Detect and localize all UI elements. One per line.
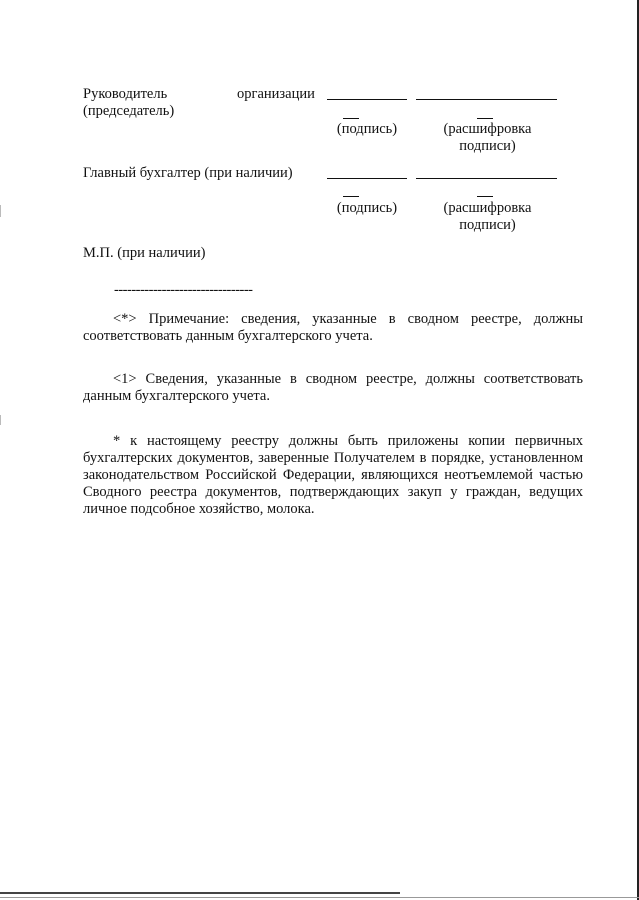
chief-decode-line <box>416 178 557 179</box>
head-signature-line <box>327 99 407 100</box>
chief-signature-caption: (подпись) <box>336 200 398 216</box>
note-star: <*> Примечание: сведения, указанные в сводном реестре, должны соответствовать данным бухгалтерского учета. <box>83 311 583 344</box>
head-label: Руководитель <box>83 86 168 102</box>
scan-mark-left-1 <box>0 205 1 217</box>
scan-mark-left-2 <box>0 415 1 425</box>
head-decode-caption: (расшифровка <box>443 121 532 137</box>
chief-accountant-label: Главный бухгалтер (при наличии) <box>83 165 293 181</box>
stamp-place-label: М.П. (при наличии) <box>83 245 206 261</box>
chief-decode-tick <box>477 196 493 197</box>
head-label-chairman: (председатель) <box>83 103 175 119</box>
head-signature-tick <box>343 118 359 119</box>
head-signature-caption: (подпись) <box>336 121 398 137</box>
chief-decode-caption-2: подписи) <box>459 217 516 233</box>
note-1: <1> Сведения, указанные в сводном реестре, должны соответствовать данным бухгалтерского учета. <box>83 371 583 404</box>
chief-decode-caption: (расшифровка <box>443 200 532 216</box>
note-asterisk: * к настоящему реестру должны быть приложены копии первичных бухгалтерских документов, заверенные Получателем в порядке, установленном законодательством Российской Федерации, являющихся неотъемлемой частью Сводного реестра документов, подтверждающих закуп у граждан, ведущих личное подсобное хозяйство, молока. <box>83 433 583 517</box>
chief-signature-line <box>327 178 407 179</box>
head-decode-caption-2: подписи) <box>459 138 516 154</box>
footnote-separator: -------------------------------- <box>114 282 253 298</box>
scan-edge-bottom-thin <box>0 897 639 898</box>
head-decode-line <box>416 99 557 100</box>
scan-edge-bottom <box>0 892 400 894</box>
chief-signature-tick <box>343 196 359 197</box>
head-label-organization: организации <box>237 86 315 102</box>
head-decode-tick <box>477 118 493 119</box>
